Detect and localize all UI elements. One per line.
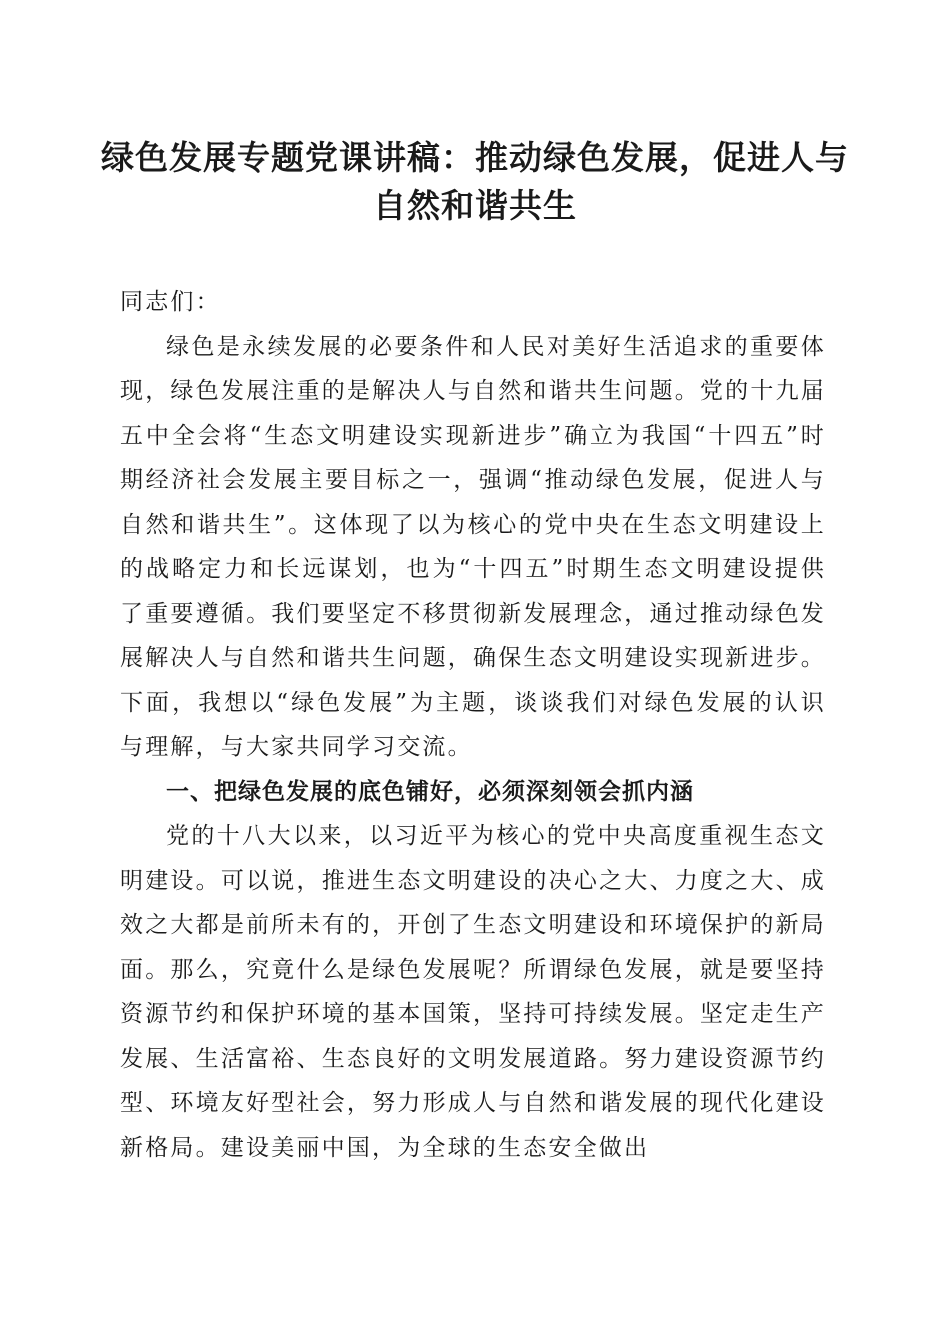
document-body: [120, 280, 826, 1170]
section-1-paragraph: 党的十八大以来，以习近平为核心的党中央高度重视生态文明建设。可以说，推进生态文明建设的决心之大、力度之大、成效之大都是前所未有的，开创了生态文明建设和环境保护的新局面。那么，究竟什么是绿色发展呢？所谓绿色发展，就是要坚持资源节约和保护环境的基本国策，坚持可持续发展。坚定走生产发展、生活富裕、生态良好的文明发展道路。努力建设资源节约型、环境友好型社会，努力形成人与自然和谐发展的现代化建设新格局。建设美丽中国，为全球的生态安全做出: [120, 823, 826, 1161]
intro-paragraph: 绿色是永续发展的必要条件和人民对美好生活追求的重要体现，绿色发展注重的是解决人与自然和谐共生问题。党的十九届五中全会将“生态文明建设实现新进步”确立为我国“十四五”时期经济社会发展主要目标之一，强调“推动绿色发展，促进人与自然和谐共生”。这体现了以为核心的党中央在生态文明建设上的战略定力和长远谋划，也为“十四五”时期生态文明建设提供了重要遵循。我们要坚定不移贯彻新发展理念，通过推动绿色发展解决人与自然和谐共生问题，确保生态文明建设实现新进步。下面，我想以“绿色发展”为主题，谈谈我们对绿色发展的认识与理解，与大家共同学习交流。: [120, 333, 826, 760]
salutation: 同志们：: [120, 289, 221, 315]
document-title: 绿色发展专题党课讲稿：推动绿色发展，促进人与自然和谐共生: [101, 138, 849, 225]
section-heading-1: 一、把绿色发展的底色铺好，必须深刻领会抓内涵: [166, 778, 694, 805]
